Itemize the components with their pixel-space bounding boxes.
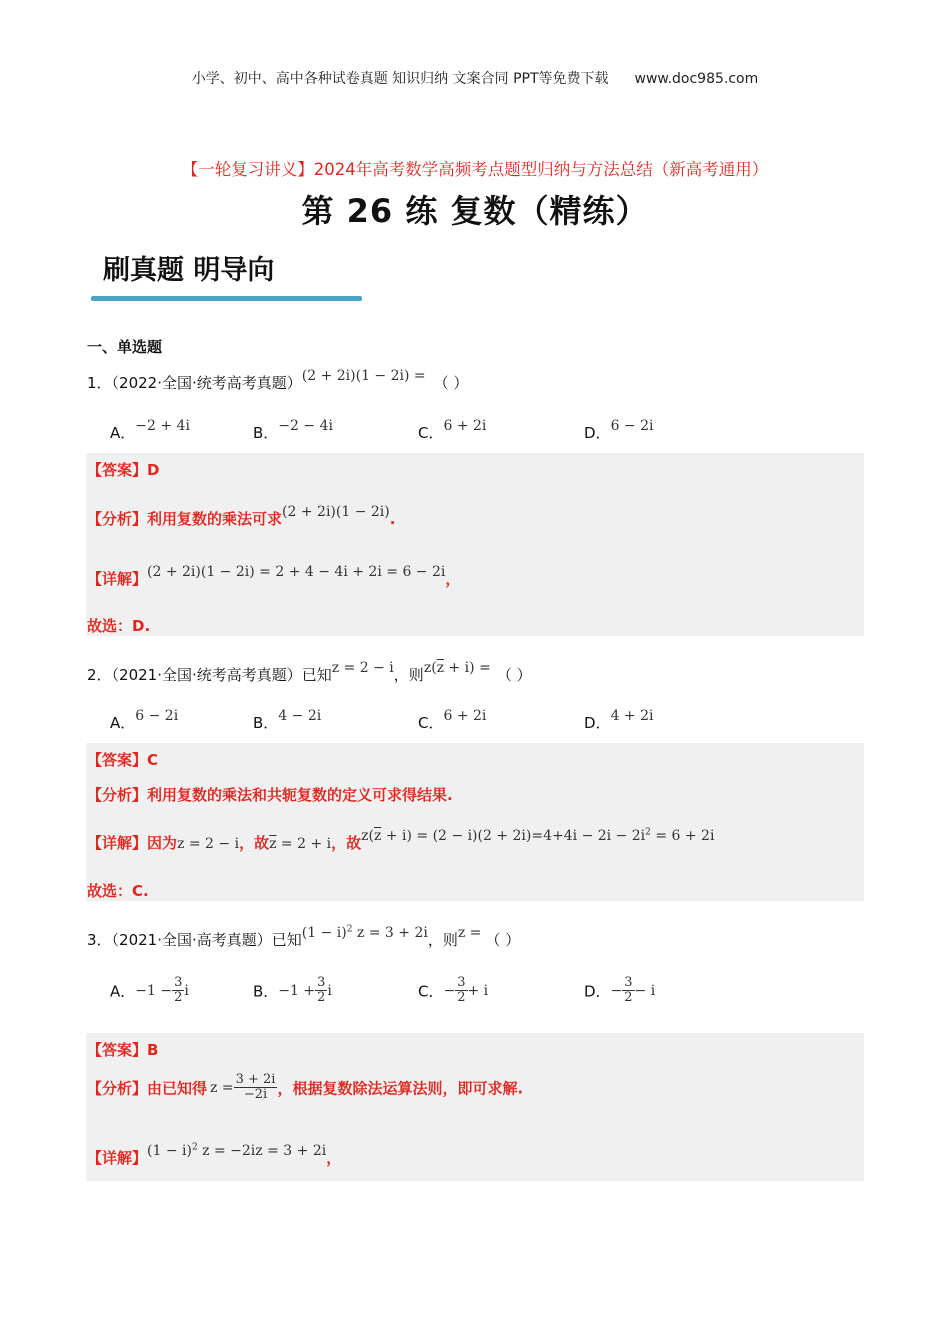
q3-answer — [87, 1039, 158, 1060]
analysis-text: ，根据复数除法运算法则，即可求解. — [277, 1079, 524, 1098]
detail-label: 【详解】 — [87, 834, 148, 852]
option-value: + i — [467, 982, 489, 999]
detail-end: ， — [326, 1149, 342, 1167]
q2-choose — [87, 880, 149, 901]
detail-expression: (1 − i) — [147, 1143, 192, 1159]
analysis-fraction — [234, 1073, 278, 1103]
q2-given: z = 2 − i — [331, 660, 394, 676]
detail-expression: z = 2 − i — [177, 836, 240, 852]
q1-choose — [87, 615, 150, 636]
q2-expression — [424, 660, 491, 676]
analysis-label: 【分析】 — [87, 1079, 148, 1098]
option-value: − i — [634, 982, 656, 999]
section-title: 刷真题 明导向 — [103, 255, 275, 286]
q3-expr-part: (1 − i) — [301, 925, 347, 941]
main-title: 第 26 练 复数（精练） — [301, 192, 649, 230]
q2-answer — [87, 749, 158, 770]
option-value: 6 + 2i — [443, 418, 487, 434]
answer-value: B — [147, 1041, 159, 1059]
detail-expression: + i) = (2 − i)(2 + 2i)=4+4i − 2i − 2i — [381, 828, 646, 844]
fraction-denominator: 2 — [457, 990, 466, 1006]
option-value: − — [610, 982, 623, 999]
fraction-denominator: 2 — [317, 990, 326, 1006]
q3-expression — [302, 925, 428, 941]
detail-label: 【详解】 — [87, 1149, 148, 1167]
q1-answer — [87, 459, 159, 480]
q1-detail — [87, 564, 461, 589]
fraction-numerator: 3 — [624, 975, 633, 990]
option-letter: C． — [418, 424, 444, 442]
option-letter: B． — [253, 982, 279, 1001]
detail-expression: z = −2iz = 3 + 2i — [197, 1143, 327, 1159]
q2-detail — [87, 827, 715, 853]
detail-expression: z( — [361, 828, 374, 844]
q2-option-a[interactable] — [110, 708, 179, 733]
option-value: 6 − 2i — [135, 708, 179, 724]
fraction-numerator: 3 — [317, 975, 326, 990]
answer-label: 【答案】 — [87, 461, 148, 479]
q3-expr-part: z = 3 + 2i — [352, 925, 428, 941]
option-value: 4 + 2i — [610, 708, 654, 724]
detail-label: 【详解】 — [87, 570, 148, 588]
option-letter: D． — [584, 424, 611, 442]
fraction-denominator: 2 — [174, 990, 183, 1006]
q3-analysis — [87, 1073, 523, 1103]
analysis-text: 利用复数的乘法和共轭复数的定义可求得结果. — [147, 786, 453, 804]
q3-superscript: 2 — [346, 924, 353, 935]
option-value: −1 − — [135, 982, 173, 999]
q1-option-b[interactable] — [253, 418, 333, 443]
choose-value: C. — [132, 882, 149, 900]
detail-end: ， — [445, 570, 461, 588]
q2-then: ，则 — [393, 666, 424, 684]
option-letter: A． — [110, 424, 136, 442]
option-value: − — [443, 982, 456, 999]
option-letter: D． — [584, 714, 611, 732]
q1-number: 1． — [87, 374, 112, 392]
answer-value: D — [147, 461, 160, 479]
q2-option-d[interactable] — [584, 708, 654, 733]
q3-option-b[interactable] — [253, 976, 332, 1006]
fraction-numerator: 3 + 2i — [235, 1072, 276, 1087]
detail-text: ，故 — [331, 834, 362, 852]
detail-conjugate: $\overline{z}$ — [373, 828, 382, 844]
option-fraction — [172, 976, 184, 1006]
option-fraction — [622, 976, 634, 1006]
option-letter: A． — [110, 714, 136, 732]
analysis-expression: z = — [210, 1079, 234, 1096]
option-letter: B． — [253, 714, 279, 732]
analysis-label: 【分析】 — [87, 510, 148, 528]
option-letter: B． — [253, 424, 279, 442]
q1-option-c[interactable] — [418, 418, 487, 443]
q1-source: （2022·全国·统考高考真题） — [111, 374, 302, 392]
question-2 — [87, 660, 532, 685]
option-fraction — [455, 976, 467, 1006]
answer-label: 【答案】 — [87, 751, 148, 769]
fraction-numerator: 3 — [457, 975, 466, 990]
fraction-denominator: −2i — [243, 1087, 268, 1103]
answer-label: 【答案】 — [87, 1041, 148, 1059]
q3-then: ，则 — [427, 931, 458, 949]
q2-solution-box — [86, 743, 864, 901]
q3-number: 3． — [87, 931, 112, 949]
fraction-numerator: 3 — [174, 975, 183, 990]
q3-option-d[interactable] — [584, 976, 655, 1006]
q1-option-d[interactable] — [584, 418, 654, 443]
option-value: −2 + 4i — [135, 418, 190, 434]
option-letter: A． — [110, 982, 136, 1001]
q2-analysis — [87, 784, 453, 805]
option-letter: D． — [584, 982, 611, 1001]
q1-paren: （ ） — [433, 374, 469, 392]
detail-conjugate: $\overline{z}$ — [269, 836, 277, 852]
q2-expr-part: + i) = — [444, 660, 491, 676]
option-value: i — [327, 982, 332, 999]
analysis-expression: (2 + 2i)(1 − 2i) — [282, 504, 390, 520]
q3-source: （2021·全国·高考真题）已知 — [111, 931, 302, 949]
q3-option-a[interactable] — [110, 976, 189, 1006]
section-heading: 一、单选题 — [87, 338, 163, 356]
choose-label: 故选： — [87, 882, 133, 900]
q2-option-b[interactable] — [253, 708, 322, 733]
detail-superscript: 2 — [191, 1142, 198, 1153]
answer-value: C — [147, 751, 159, 769]
choose-value: D. — [132, 617, 151, 635]
q2-conjugate: $\overline{z}$ — [436, 660, 445, 676]
q2-paren: （ ） — [496, 666, 532, 684]
header-text: 小学、初中、高中各种试卷真题 知识归纳 文案合同 PPT等免费下载 — [191, 71, 609, 87]
detail-text: 因为 — [147, 834, 178, 852]
q2-option-c[interactable] — [418, 708, 487, 733]
q2-number: 2． — [87, 666, 112, 684]
q3-paren: （ ） — [485, 931, 521, 949]
q1-expression: (2 + 2i)(1 − 2i) = — [301, 368, 426, 384]
detail-text: ，故 — [239, 834, 270, 852]
header-url[interactable]: www.doc985.com — [634, 71, 759, 87]
option-value: 4 − 2i — [278, 708, 322, 724]
q1-option-a[interactable] — [110, 418, 190, 443]
choose-label: 故选： — [87, 617, 133, 635]
q3-detail — [87, 1142, 342, 1168]
analysis-end: . — [389, 510, 396, 528]
option-value: i — [184, 982, 189, 999]
series-title: 【一轮复习讲义】2024年高考数学高频考点题型归纳与方法总结（新高考通用） — [181, 160, 769, 179]
question-1 — [87, 368, 469, 393]
q1-solution-box — [86, 453, 864, 636]
detail-expression: = 2 + i — [276, 836, 332, 852]
q3-option-c[interactable] — [418, 976, 488, 1006]
option-letter: C． — [418, 714, 444, 732]
detail-expression: = 6 + 2i — [650, 828, 715, 844]
q3-expression-2: z = — [457, 925, 482, 941]
question-3 — [87, 924, 521, 950]
q2-expr-part: z( — [423, 660, 437, 676]
q2-source: （2021·全国·统考高考真题）已知 — [111, 666, 332, 684]
option-letter: C． — [418, 982, 444, 1001]
analysis-text: 利用复数的乘法可求 — [147, 510, 283, 528]
q1-analysis — [87, 504, 396, 529]
analysis-label: 【分析】 — [87, 786, 148, 804]
detail-expression: (2 + 2i)(1 − 2i) = 2 + 4 − 4i + 2i = 6 − 2i — [147, 564, 446, 580]
option-value: 6 + 2i — [443, 708, 487, 724]
option-value: 6 − 2i — [610, 418, 654, 434]
option-value: −2 − 4i — [278, 418, 333, 434]
fraction-denominator: 2 — [624, 990, 633, 1006]
q3-solution-box — [86, 1033, 864, 1181]
detail-superscript: 2 — [645, 827, 651, 838]
option-fraction — [315, 976, 327, 1006]
option-value: −1 + — [278, 982, 316, 999]
section-divider — [91, 296, 362, 301]
analysis-text: 由已知得 — [147, 1079, 208, 1098]
page-header — [0, 68, 950, 88]
